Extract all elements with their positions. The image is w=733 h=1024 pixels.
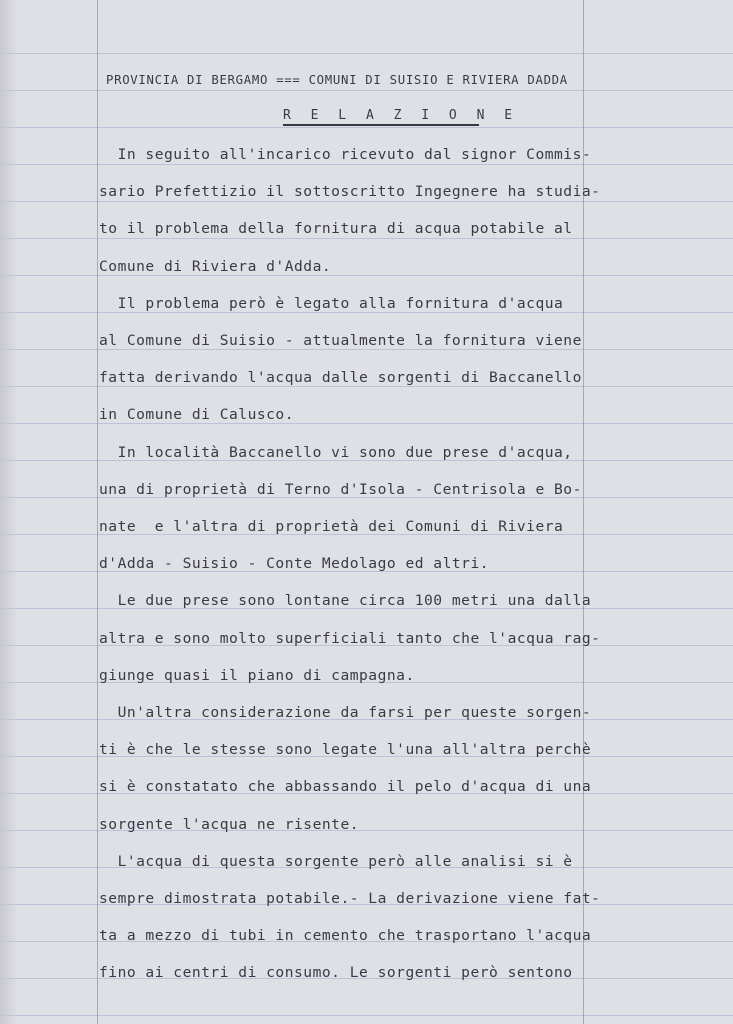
text-line: sempre dimostrata potabile.- La derivazione viene fat- xyxy=(99,890,601,907)
text-line: Un'altra considerazione da farsi per queste sorgen- xyxy=(99,704,592,721)
text-line: fatta derivando l'acqua dalle sorgenti di Baccanello xyxy=(99,369,582,387)
text-line: to il problema della fornitura di acqua potabile al xyxy=(99,220,573,238)
text-line: Le due prese sono lontane circa 100 metri una dalla xyxy=(99,592,592,610)
document-title: R E L A Z I O N E xyxy=(283,108,519,123)
document-header: PROVINCIA DI BERGAMO === COMUNI DI SUISIO E RIVIERA DADDA xyxy=(106,73,568,87)
text-line: sorgente l'acqua ne risente. xyxy=(99,815,360,833)
text-line: in Comune di Calusco. xyxy=(99,406,295,424)
text-line: al Comune di Suisio - attualmente la fornitura viene xyxy=(99,332,582,349)
text-line: giunge quasi il piano di campagna. xyxy=(99,666,415,684)
text-line: L'acqua di questa sorgente però alle analisi si è xyxy=(99,852,573,870)
text-line: Il problema però è legato alla fornitura d'acqua xyxy=(99,294,564,312)
title-underline xyxy=(283,124,479,126)
text-line: altra e sono molto superficiali tanto che l'acqua rag- xyxy=(99,629,601,647)
text-line: fino ai centri di consumo. Le sorgenti però sentono xyxy=(99,964,573,982)
text-line: nate e l'altra di proprietà dei Comuni di Riviera xyxy=(99,518,564,535)
text-line: ti è che le stesse sono legate l'una all'altra perchè xyxy=(99,741,592,759)
text-line: d'Adda - Suisio - Conte Medolago ed altri. xyxy=(99,555,490,573)
text-line: In seguito all'incarico ricevuto dal signor Commis- xyxy=(99,146,592,163)
text-line: si è constatato che abbassando il pelo d'acqua di una xyxy=(99,778,592,796)
left-margin-rule xyxy=(97,0,98,1024)
text-line: In località Baccanello vi sono due prese d'acqua, xyxy=(99,443,573,461)
text-line: sario Prefettizio il sottoscritto Ingegnere ha studia- xyxy=(99,183,601,201)
text-line: una di proprietà di Terno d'Isola - Centrisola e Bo- xyxy=(99,480,582,498)
text-line: ta a mezzo di tubi in cemento che trasportano l'acqua xyxy=(99,927,592,945)
text-line: Comune di Riviera d'Adda. xyxy=(99,257,332,275)
page-edge-shadow xyxy=(0,0,18,1024)
